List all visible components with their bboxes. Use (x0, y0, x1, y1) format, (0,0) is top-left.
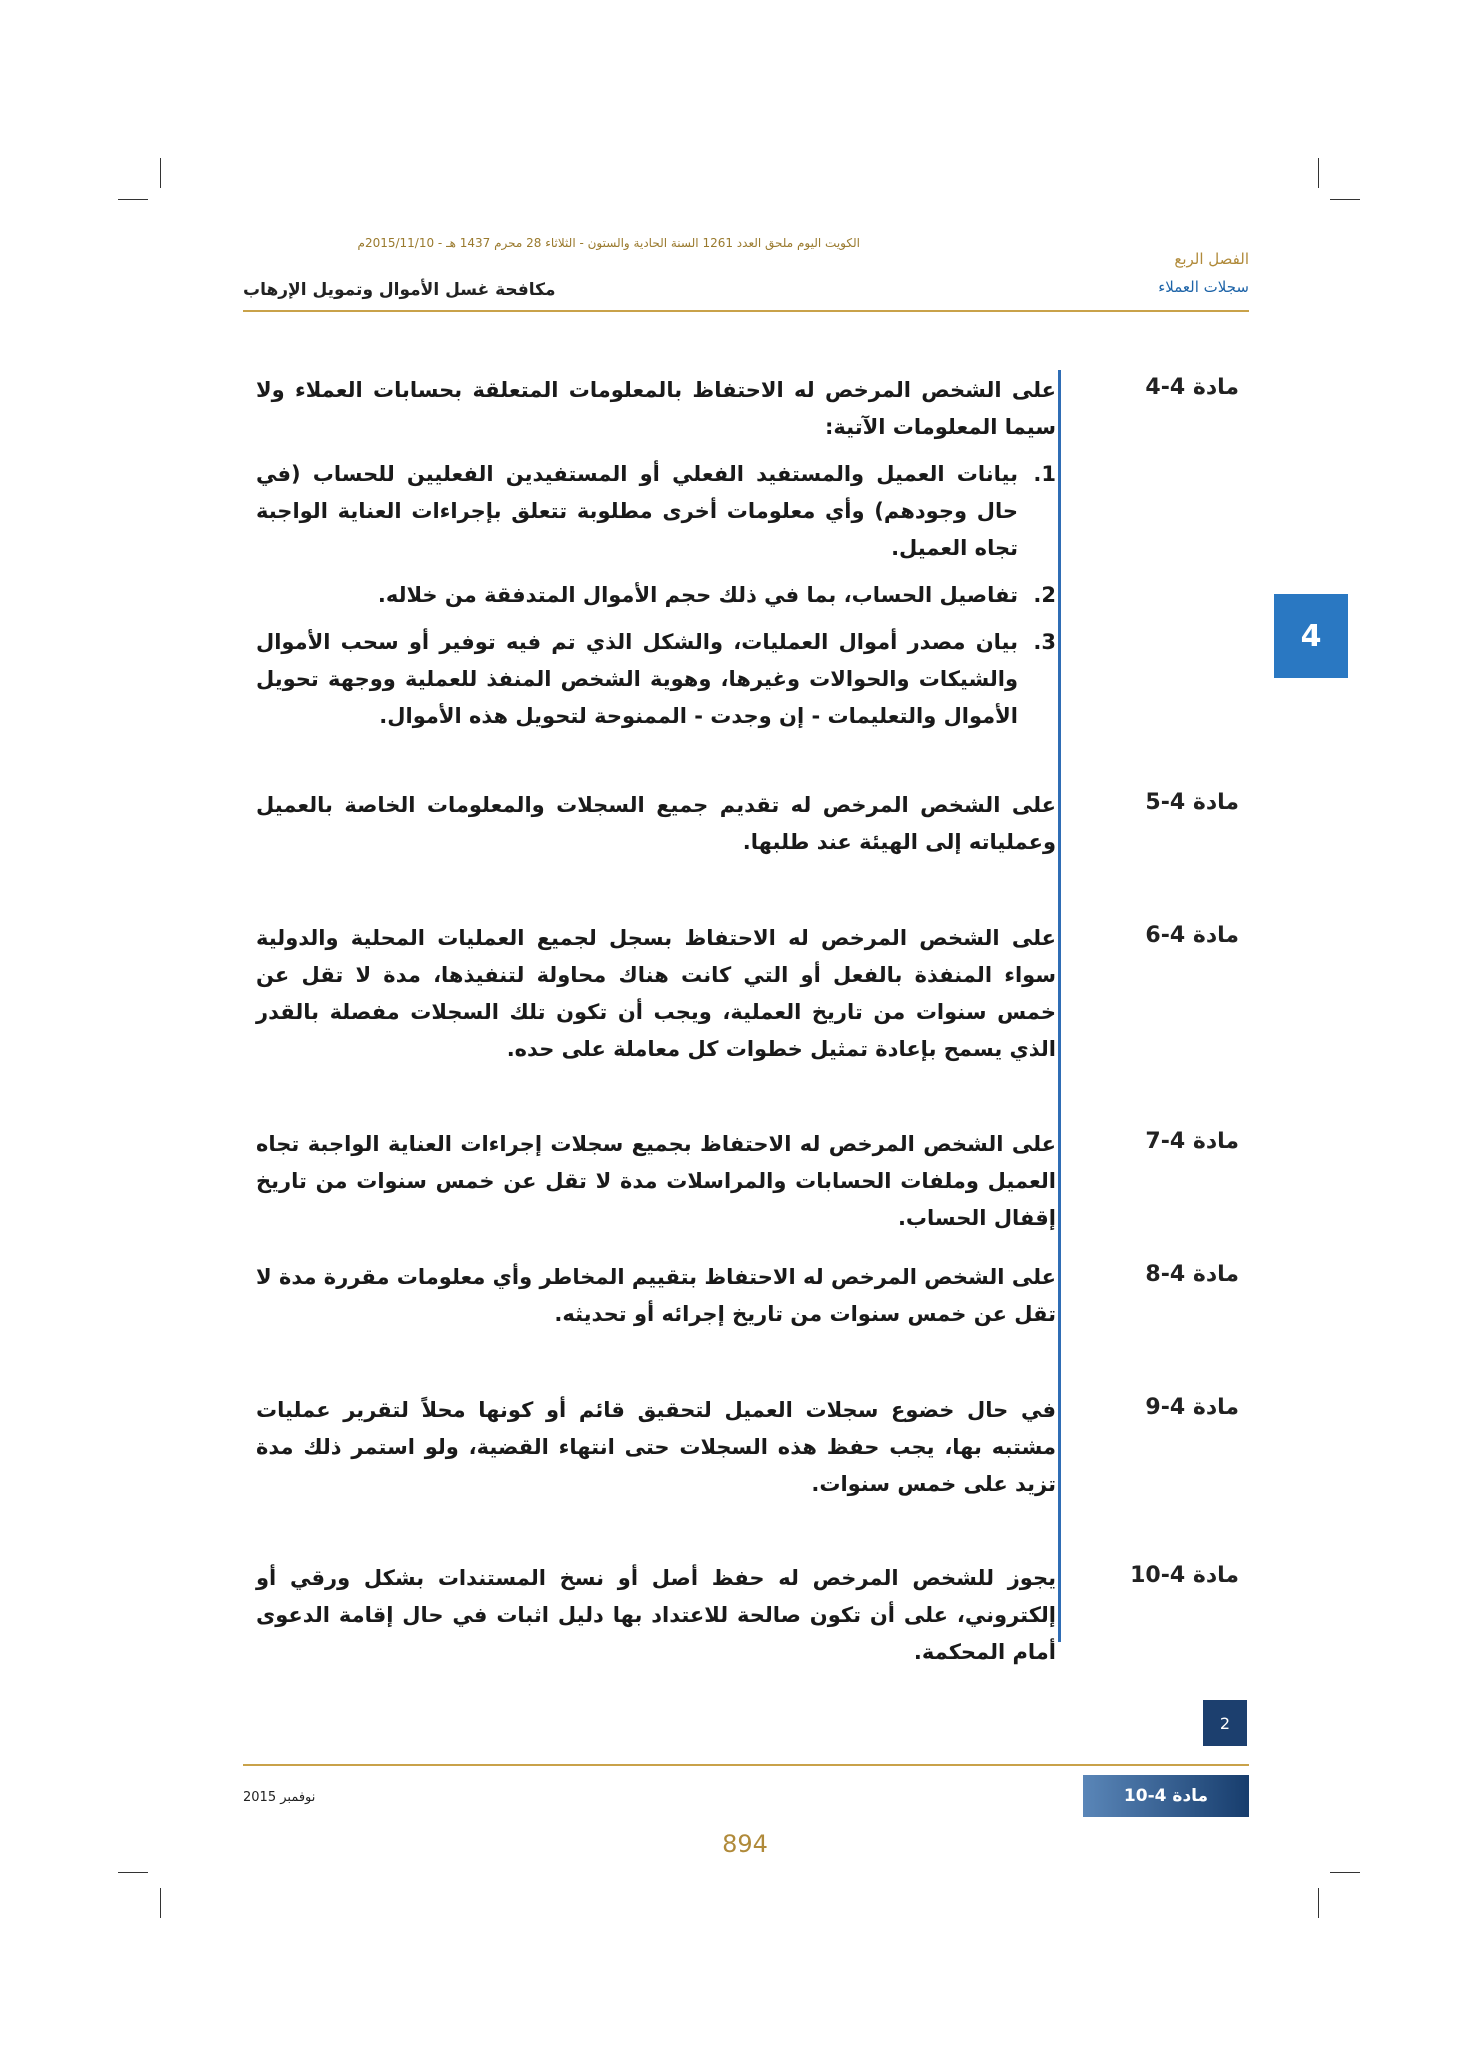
footer-rule (243, 1764, 1249, 1766)
article-paragraph: على الشخص المرخص له الاحتفاظ بسجل لجميع العمليات المحلية والدولية سواء المنفذة بالفعل أو التي كانت هناك محاولة لتنفيذها، مدة لا تقل عن خمس سنوات من تاريخ العملية، ويجب أن تكون تلك السجلات مفصلة بالقدر الذي يسمح بإعادة تمثيل خطوات كل معاملة على حده. (256, 926, 1056, 1061)
article-label: مادة 4-7 (1145, 1129, 1239, 1154)
article-paragraph: يجوز للشخص المرخص له حفظ أصل أو نسخ المستندات بشكل ورقي أو إلكتروني، على أن تكون صالحة للاعتداد بها دليل اثبات في حال إقامة الدعوى أمام المحكمة. (256, 1566, 1056, 1664)
page-box: 2 (1203, 1700, 1247, 1746)
article-label: مادة 4-4 (1145, 375, 1239, 400)
list-item (256, 624, 1056, 735)
crop-mark (118, 1872, 148, 1873)
article-text (256, 1560, 1056, 1671)
body-divider (1058, 370, 1061, 1642)
article-label: مادة 4-8 (1145, 1262, 1239, 1287)
footer-article-tab: مادة 4-10 (1083, 1775, 1249, 1817)
crop-mark (160, 1888, 161, 1918)
list-item (256, 577, 1056, 614)
article-label: مادة 4-6 (1145, 923, 1239, 948)
item-number: 3. (1033, 630, 1056, 654)
article-paragraph: على الشخص المرخص له تقديم جميع السجلات والمعلومات الخاصة بالعميل وعملياته إلى الهيئة عند طلبها. (256, 793, 1056, 854)
item-number: 1. (1033, 462, 1056, 486)
article-label: مادة 4-5 (1145, 790, 1239, 815)
article-paragraph: على الشخص المرخص له الاحتفاظ بجميع سجلات إجراءات العناية الواجبة تجاه العميل وملفات الحسابات والمراسلات مدة لا تقل عن خمس سنوات من تاريخ إقفال الحساب. (256, 1132, 1056, 1230)
chapter-tab: 4 (1274, 594, 1348, 678)
footer-date: نوفمبر 2015 (243, 1790, 316, 1805)
crop-mark (1318, 158, 1319, 188)
crop-mark (118, 199, 148, 200)
article-text (256, 787, 1056, 861)
article-label: مادة 4-9 (1145, 1395, 1239, 1420)
document-title: مكافحة غسل الأموال وتمويل الإرهاب (243, 280, 556, 300)
article-paragraph: على الشخص المرخص له الاحتفاظ بالمعلومات المتعلقة بحسابات العملاء ولا سيما المعلومات الآتية: (256, 378, 1056, 439)
item-text: بيانات العميل والمستفيد الفعلي أو المستفيدين الفعليين للحساب (في حال وجودهم) وأي معلومات أخرى مطلوبة تتعلق بإجراءات العناية الواجبة تجاه العميل. (256, 462, 1018, 560)
crop-mark (1318, 1888, 1319, 1918)
page-number: 894 (722, 1830, 768, 1858)
article-paragraph: على الشخص المرخص له الاحتفاظ بتقييم المخاطر وأي معلومات مقررة مدة لا تقل عن خمس سنوات من تاريخ إجرائه أو تحديثه. (256, 1265, 1056, 1326)
item-number: 2. (1033, 583, 1056, 607)
header-rule (243, 310, 1249, 312)
gazette-line: الكويت اليوم ملحق العدد 1261 السنة الحادية والستون - الثلاثاء 28 محرم 1437 هـ - 2015/11/10م (357, 236, 860, 250)
article-paragraph: في حال خضوع سجلات العميل لتحقيق قائم أو كونها محلاً لتقرير عمليات مشتبه بها، يجب حفظ هذه السجلات حتى انتهاء القضية، ولو استمر ذلك مدة تزيد على خمس سنوات. (256, 1398, 1056, 1496)
chapter-title: الفصل الربع (1174, 250, 1249, 268)
crop-mark (1330, 1872, 1360, 1873)
article-text (256, 1259, 1056, 1333)
article-text (256, 1392, 1056, 1503)
item-text: بيان مصدر أموال العمليات، والشكل الذي تم فيه توفير أو سحب الأموال والشيكات والحوالات وغيرها، وهوية الشخص المنفذ للعملية ووجهة تحويل الأموال والتعليمات - إن وجدت - الممنوحة لتحويل هذه الأموال. (256, 630, 1018, 728)
section-title: سجلات العملاء (1158, 278, 1249, 296)
crop-mark (1330, 199, 1360, 200)
article-label: مادة 4-10 (1130, 1563, 1239, 1588)
crop-mark (160, 158, 161, 188)
item-text: تفاصيل الحساب، بما في ذلك حجم الأموال المتدفقة من خلاله. (377, 583, 1018, 607)
article-text (256, 372, 1056, 735)
article-text (256, 1126, 1056, 1237)
article-text (256, 920, 1056, 1068)
list-item (256, 456, 1056, 567)
